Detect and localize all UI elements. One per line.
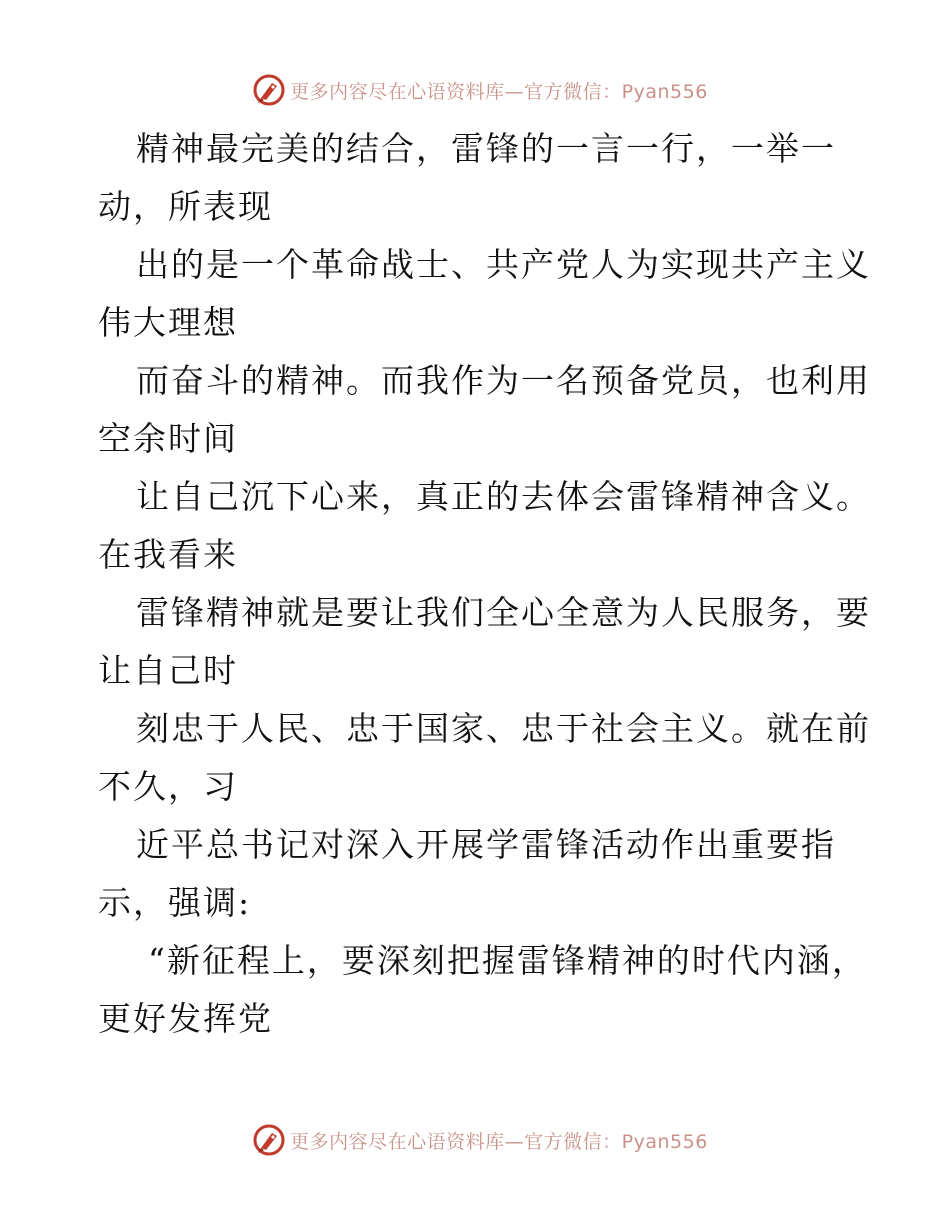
text-line: 示，强调:	[98, 883, 252, 922]
text-line: 精神最完美的结合，雷锋的一言一行，一举一	[136, 129, 836, 168]
pen-nib-logo-icon	[252, 73, 286, 107]
text-line: 伟大理想	[98, 303, 238, 342]
footer-banner-content	[252, 1123, 708, 1157]
footer-banner	[0, 1120, 950, 1160]
text-line: 近平总书记对深入开展学雷锋活动作出重要指	[136, 825, 836, 864]
text-line: 出的是一个革命战士、共产党人为实现共产主义	[136, 245, 871, 284]
pen-nib-logo-icon	[252, 1123, 286, 1157]
text-line: 在我看来	[98, 535, 238, 574]
header-banner-text: 更多内容尽在心语资料库—官方微信：Pyan556	[290, 80, 708, 103]
footer-banner-text: 更多内容尽在心语资料库—官方微信：Pyan556	[290, 1130, 708, 1153]
text-line: 雷锋精神就是要让我们全心全意为人民服务，要	[136, 593, 871, 632]
text-line: 让自己时	[98, 651, 238, 690]
text-line: 而奋斗的精神。而我作为一名预备党员，也利用	[136, 361, 871, 400]
text-line: 空余时间	[98, 419, 238, 458]
text-line: 不久，习	[98, 767, 238, 806]
text-line: 刻忠于人民、忠于国家、忠于社会主义。就在前	[136, 709, 871, 748]
header-banner	[0, 70, 950, 110]
text-line: “新征程上，要深刻把握雷锋精神的时代内涵，	[148, 941, 867, 980]
text-line: 更好发挥党	[98, 999, 273, 1038]
header-banner-content	[252, 73, 708, 107]
text-line: 让自己沉下心来，真正的去体会雷锋精神含义。	[136, 477, 871, 516]
text-line: 动，所表现	[98, 187, 273, 226]
document-body	[98, 120, 871, 1048]
